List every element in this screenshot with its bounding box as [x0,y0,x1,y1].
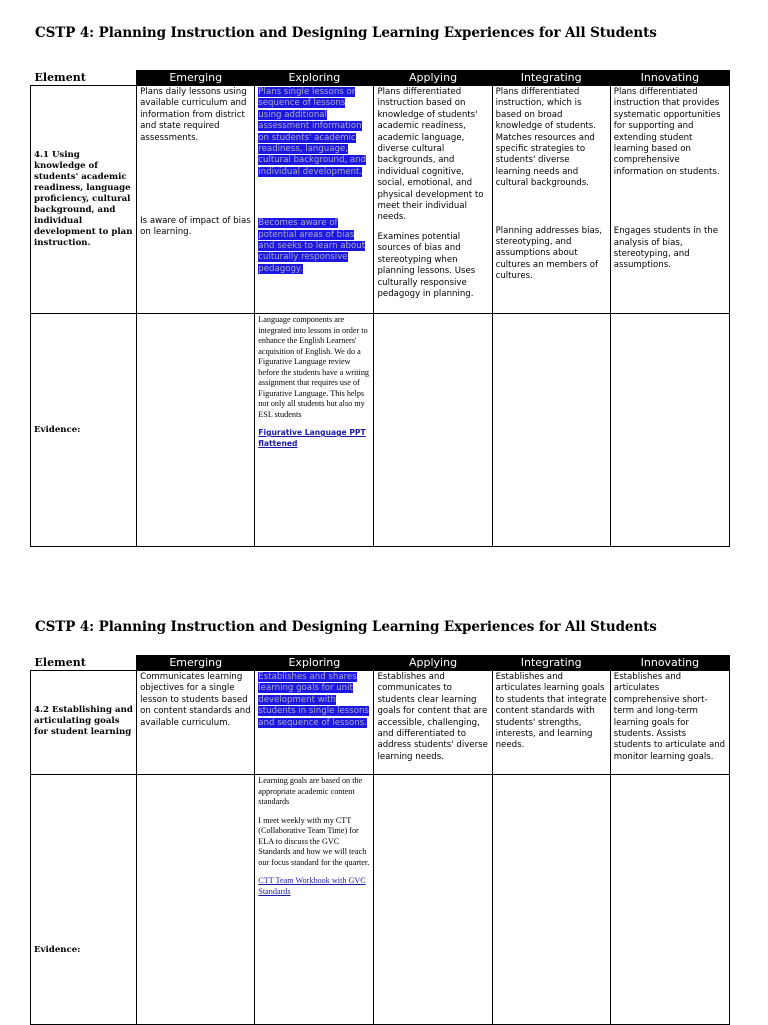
col-header-innovating: Innovating [610,656,729,671]
evidence-row [31,775,730,1025]
evidence-text-2: I meet weekly with my CTT (Collaborative Team Time) for ELA to discuss the GVC Standards and how we will teach our focus standard for the quarter. [258,815,370,867]
col-header-emerging: Emerging [137,71,255,86]
descriptor-row [31,86,730,314]
applying-text-a: Plans differentiated instruction based on knowledge of students' academic readiness, academic language, diverse cultural backgrounds, and individual cognitive, social, emotional, and physical development to meet their individual needs. [377,87,484,223]
evidence-applying-cell [374,314,492,547]
innovating-text-a: Establishes and articulates comprehensive short-term and long-term learning goals for students. Assists students to articulate and monitor learning goals. [613,672,726,762]
innovating-text-b: Engages students in the analysis of bias, stereotyping, and assumptions. [613,226,719,271]
col-header-applying: Applying [374,71,492,86]
cstp-4-1-table [30,70,730,547]
element-header: Element [31,656,137,671]
col-header-integrating: Integrating [492,656,610,671]
col-header-applying: Applying [374,656,492,671]
element-label-4-2: 4.2 Establishing and articulating goals for student learning [31,671,137,775]
applying-text-b: Examines potential sources of bias and stereotyping when planning lessons. Uses culturally responsive pedagogy in planning. [377,231,476,299]
evidence-exploring-cell [255,314,374,547]
emerging-text-a: Communicates learning objectives for a single lesson to students based on content standards and available curriculum. [140,672,251,728]
exploring-text-b: Becomes aware of potential areas of bias and seeks to learn about culturally responsive pedagogy. [258,218,366,274]
col-header-innovating: Innovating [610,71,729,86]
exploring-text-a: Establishes and shares learning goals for unit development with students in single lessons and sequence of lessons. [258,672,369,728]
innovating-cell [610,86,729,314]
evidence-innovating-cell [610,775,729,1025]
evidence-innovating-cell [610,314,729,547]
emerging-text-b: Is aware of impact of bias on learning. [140,216,251,238]
integrating-cell [492,671,610,775]
col-header-integrating: Integrating [492,71,610,86]
col-header-emerging: Emerging [137,656,255,671]
header-row [31,656,730,671]
emerging-cell [137,86,255,314]
evidence-label: Evidence: [31,314,137,547]
page-title-4-2: CSTP 4: Planning Instruction and Designing Learning Experiences for All Students [35,619,657,635]
evidence-exploring-cell [255,775,374,1025]
innovating-text-a: Plans differentiated instruction that provides systematic opportunities for supporting and extending student learning based on comprehensive information on students. [613,87,721,177]
exploring-cell [255,671,374,775]
evidence-link-ctt-workbook[interactable]: CTT Team Workbook with GVC Standards [258,876,366,896]
cstp-4-2-table [30,655,730,1025]
element-header: Element [31,71,137,86]
evidence-link-figurative-language[interactable]: Figurative Language PPT flattened [258,428,366,448]
integrating-text-b: Planning addresses bias, stereotyping, and assumptions about cultures an members of cultures. [495,225,602,282]
descriptor-row [31,671,730,775]
element-label-4-1: 4.1 Using knowledge of students' academic readiness, language proficiency, cultural background, and individual development to plan instruction. [31,86,137,314]
emerging-cell [137,671,255,775]
evidence-text-1: Learning goals are based on the appropriate academic content standards [258,776,363,806]
innovating-cell [610,671,729,775]
integrating-text-a: Plans differentiated instruction, which is based on broad knowledge of students. Matches resources and specific strategies to students' diverse learning needs and cultural backgrounds. [495,87,596,189]
applying-cell [374,86,492,314]
exploring-cell [255,86,374,314]
emerging-text-a: Plans daily lessons using available curriculum and information from district and state required assessments. [140,87,247,143]
col-header-exploring: Exploring [255,656,374,671]
applying-text-a: Establishes and communicates to students clear learning goals for content that are accessible, challenging, and differentiated to address students' diverse learning needs. [377,672,488,762]
exploring-text-a: Plans single lessons or sequence of lessons using additional assessment information on students' academic readiness, language, cultural background, and individual development. [258,87,367,177]
header-row [31,71,730,86]
integrating-cell [492,86,610,314]
col-header-exploring: Exploring [255,71,374,86]
applying-cell [374,671,492,775]
evidence-integrating-cell [492,775,610,1025]
evidence-emerging-cell [137,775,255,1025]
page-title-4-1: CSTP 4: Planning Instruction and Designing Learning Experiences for All Students [35,25,657,41]
evidence-label: Evidence: [31,775,137,1025]
evidence-emerging-cell [137,314,255,547]
evidence-row [31,314,730,547]
integrating-text-a: Establishes and articulates learning goals to students that integrate content standards with students' strengths, interests, and learning needs. [495,672,607,751]
evidence-integrating-cell [492,314,610,547]
evidence-text: Language components are integrated into lessons in order to enhance the English Learners' acquisition of English. We do a Figurative Language review before the students have a writing assignment that requires use of Figurative Language. This helps not only all students but also my ESL students [258,315,370,419]
evidence-applying-cell [374,775,492,1025]
